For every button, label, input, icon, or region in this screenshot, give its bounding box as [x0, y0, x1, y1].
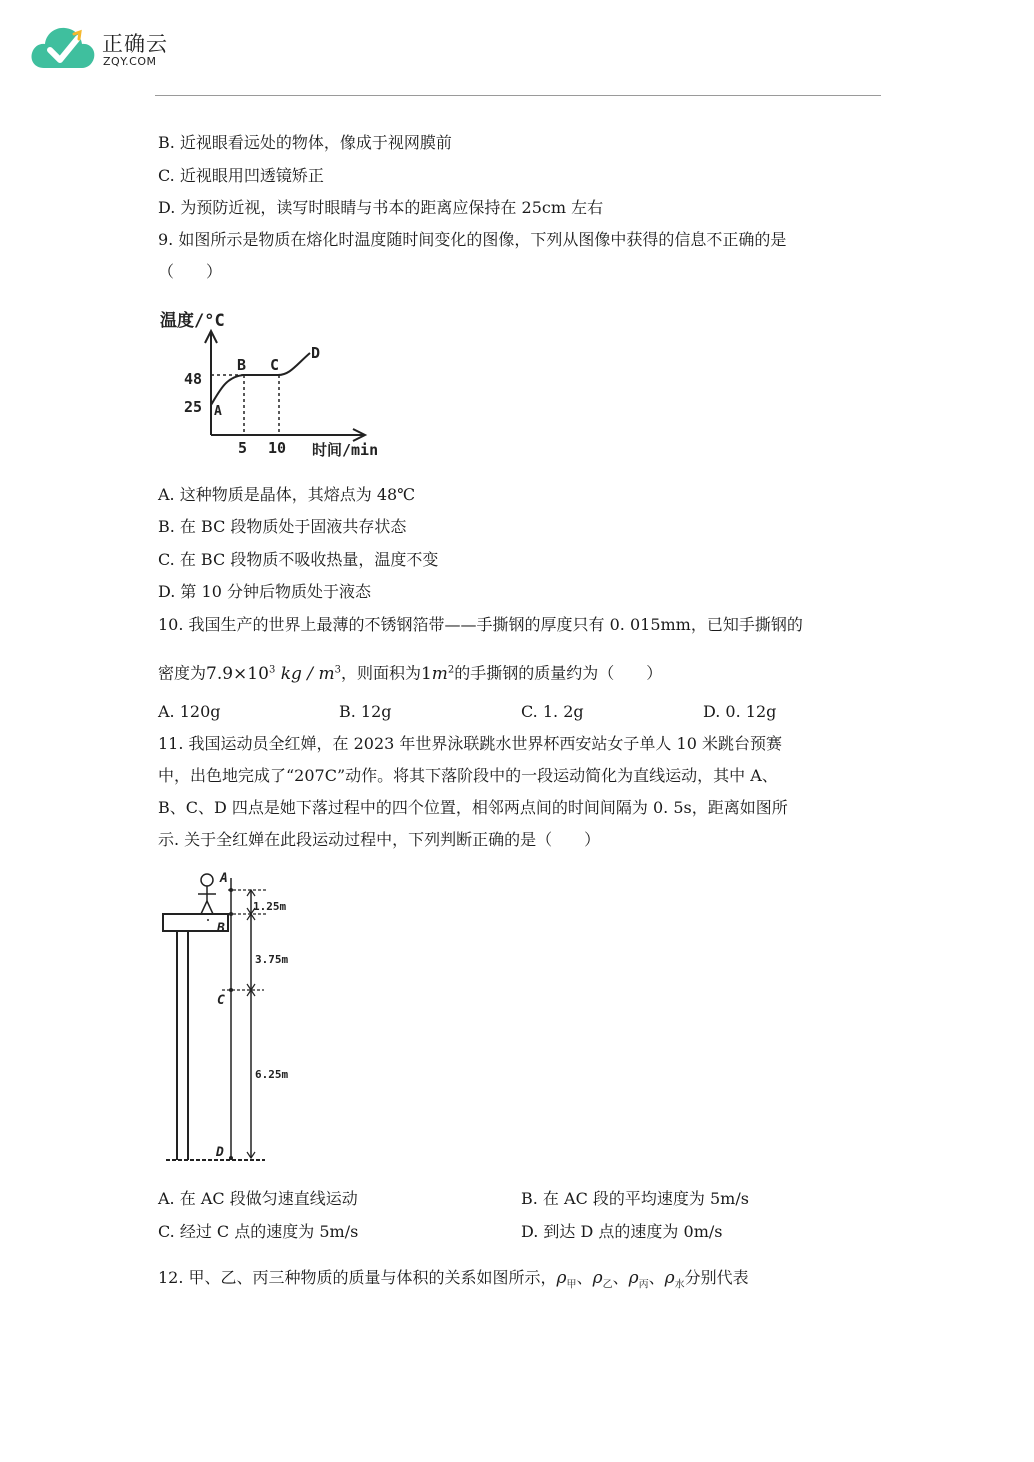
- rho-water: $\rho_水$: [664, 1268, 685, 1291]
- distance-ab-label: 1.25m: [253, 900, 287, 913]
- q10-text-2: ，则面积为: [340, 663, 421, 683]
- q11-option-c: C. 经过 C 点的速度为 5m/s: [158, 1222, 359, 1241]
- q8-option-d: D. 为预防近视，读写时眼睛与书本的距离应保持在 25cm 左右: [158, 198, 604, 217]
- point-c-label: C: [270, 356, 280, 374]
- q8-option-b: B. 近视眼看远处的物体，像成于视网膜前: [158, 133, 452, 152]
- q11-stem-1: 11. 我国运动员全红婵，在 2023 年世界泳联跳水世界杯西安站女子单人 10 米跳台预赛: [158, 734, 782, 753]
- q12-stem: 12. 甲、乙、丙三种物质的质量与体积的关系如图所示，$\rho_甲$、$\rho_乙$、$\rho_丙$、$\rho_水$分别代表: [158, 1268, 749, 1291]
- rho-jia: $\rho_甲$: [556, 1268, 577, 1291]
- area-formula: $1m^2$: [420, 663, 455, 684]
- point-b-label: B: [237, 356, 247, 374]
- distance-cd-label: 6.25m: [255, 1068, 289, 1081]
- q12-text-1: 12. 甲、乙、丙三种物质的质量与体积的关系如图所示，: [158, 1268, 557, 1287]
- header-divider: [155, 95, 881, 96]
- diving-platform-figure: [160, 868, 310, 1168]
- y-tick-25: 25: [184, 398, 203, 416]
- q10-option-b: B. 12g: [339, 702, 392, 721]
- q10-text-1: 密度为: [158, 663, 207, 683]
- q8-option-c: C. 近视眼用凹透镜矫正: [158, 166, 324, 185]
- q10-stem-line2: [158, 656, 662, 688]
- q9-option-c: C. 在 BC 段物质不吸收热量，温度不变: [158, 550, 439, 569]
- q10-option-c: C. 1. 2g: [521, 702, 584, 721]
- point-d-label: D: [216, 1145, 224, 1160]
- rho-bing: $\rho_丙$: [628, 1268, 649, 1291]
- point-d-label: D: [311, 344, 321, 362]
- point-a-label: A: [220, 871, 228, 886]
- density-formula: $7.9\times 10^3$ kg / $m^3$: [206, 663, 341, 684]
- q9-option-d: D. 第 10 分钟后物质处于液态: [158, 582, 371, 601]
- q11-option-b: B. 在 AC 段的平均速度为 5m/s: [521, 1189, 749, 1208]
- point-a-label: A: [214, 404, 222, 419]
- point-c-label: C: [217, 993, 225, 1008]
- melting-curve-figure: [158, 305, 408, 465]
- x-tick-10: 10: [268, 439, 287, 457]
- q9-option-b: B. 在 BC 段物质处于固液共存状态: [158, 517, 407, 536]
- point-b-label: B: [217, 921, 225, 936]
- q12-text-2: 分别代表: [684, 1268, 749, 1287]
- logo-text: 正确云: [102, 32, 168, 56]
- q9-answer-blank: （ ）: [158, 262, 223, 281]
- q10-stem: 10. 我国生产的世界上最薄的不锈钢箔带——手撕钢的厚度只有 0. 015mm，已知手撕钢的: [158, 615, 803, 634]
- y-axis-label: 温度/°C: [160, 311, 225, 331]
- logo-domain: ZQY.COM: [103, 55, 157, 68]
- q11-stem-3: B、C、D 四点是她下落过程中的四个位置，相邻两点间的时间间隔为 0. 5s，距离如图所: [158, 798, 788, 817]
- q10-text-3: 的手撕钢的质量约为（ ）: [454, 663, 663, 683]
- q11-stem-4: 示. 关于全红婵在此段运动过程中，下列判断正确的是（ ）: [158, 830, 601, 849]
- x-axis-label: 时间/min: [312, 441, 379, 459]
- q11-stem-2: 中，出色地完成了“207C”动作。将其下落阶段中的一段运动简化为直线运动，其中 A、: [158, 766, 778, 785]
- q10-option-a: A. 120g: [158, 702, 221, 721]
- y-tick-48: 48: [184, 370, 203, 388]
- q9-stem: 9. 如图所示是物质在熔化时温度随时间变化的图像，下列从图像中获得的信息不正确的是: [158, 230, 787, 249]
- q11-option-d: D. 到达 D 点的速度为 0m/s: [521, 1222, 723, 1241]
- cloud-check-logo-icon: [30, 22, 96, 72]
- q9-option-a: A. 这种物质是晶体，其熔点为 48℃: [158, 485, 416, 504]
- q10-option-d: D. 0. 12g: [703, 702, 777, 721]
- distance-bc-label: 3.75m: [255, 953, 289, 966]
- rho-yi: $\rho_乙$: [592, 1268, 613, 1291]
- q11-option-a: A. 在 AC 段做匀速直线运动: [158, 1189, 358, 1208]
- x-tick-5: 5: [238, 439, 248, 457]
